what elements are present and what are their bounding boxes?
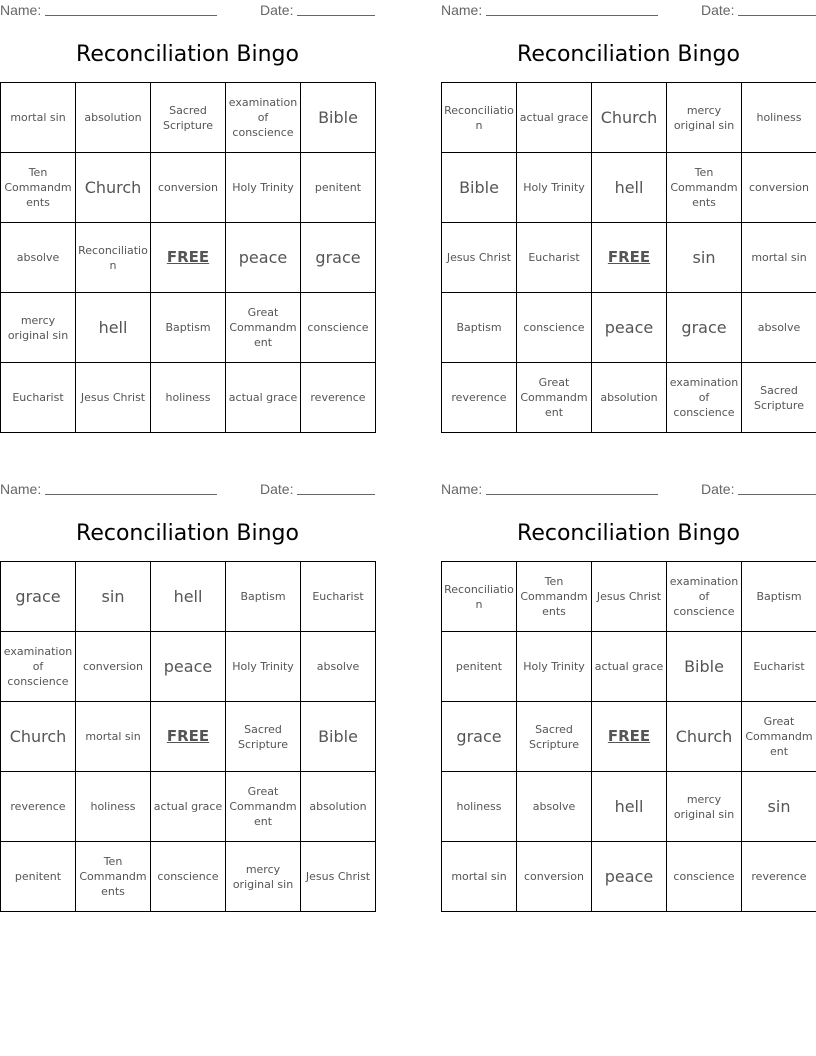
bingo-cell: absolve bbox=[517, 772, 592, 842]
bingo-cell: holiness bbox=[76, 772, 151, 842]
bingo-cell: Reconciliation bbox=[442, 562, 517, 632]
grid-row bbox=[442, 772, 816, 842]
grid-row bbox=[442, 223, 816, 293]
bingo-cell: conscience bbox=[301, 293, 376, 363]
bingo-cell: sin bbox=[742, 772, 816, 842]
bingo-cell: Sacred Scripture bbox=[226, 702, 301, 772]
bingo-card-2 bbox=[441, 0, 816, 435]
bingo-cell: Bible bbox=[301, 702, 376, 772]
name-line bbox=[486, 15, 658, 16]
bingo-cell: mortal sin bbox=[1, 83, 76, 153]
grid-row bbox=[1, 702, 376, 772]
grid-row bbox=[1, 223, 376, 293]
date-label: Date: bbox=[701, 481, 735, 497]
bingo-cell: peace bbox=[226, 223, 301, 293]
free-space: FREE bbox=[592, 702, 667, 772]
bingo-cell: reverence bbox=[742, 842, 816, 912]
grid-row bbox=[442, 363, 816, 433]
bingo-grid bbox=[441, 82, 816, 433]
name-line bbox=[45, 15, 217, 16]
name-date-header bbox=[0, 2, 375, 18]
grid-row bbox=[442, 153, 816, 223]
bingo-cell: Jesus Christ bbox=[442, 223, 517, 293]
bingo-cell: reverence bbox=[301, 363, 376, 433]
bingo-cell: Baptism bbox=[442, 293, 517, 363]
bingo-cell: hell bbox=[151, 562, 226, 632]
bingo-cell: Ten Commandments bbox=[76, 842, 151, 912]
name-line bbox=[486, 494, 658, 495]
grid-row bbox=[442, 83, 816, 153]
bingo-cell: penitent bbox=[442, 632, 517, 702]
bingo-cell: grace bbox=[301, 223, 376, 293]
date-line bbox=[297, 15, 375, 16]
bingo-cell: penitent bbox=[1, 842, 76, 912]
bingo-cell: peace bbox=[592, 293, 667, 363]
bingo-cell: Great Commandment bbox=[742, 702, 816, 772]
grid-row bbox=[442, 562, 816, 632]
bingo-cell: sin bbox=[76, 562, 151, 632]
free-space: FREE bbox=[151, 702, 226, 772]
bingo-cell: Holy Trinity bbox=[517, 632, 592, 702]
bingo-cell: sin bbox=[667, 223, 742, 293]
bingo-cell: conversion bbox=[742, 153, 816, 223]
bingo-cell: hell bbox=[592, 153, 667, 223]
bingo-cell: penitent bbox=[301, 153, 376, 223]
bingo-cell: conscience bbox=[151, 842, 226, 912]
bingo-cell: hell bbox=[76, 293, 151, 363]
bingo-cell: reverence bbox=[1, 772, 76, 842]
name-label: Name: bbox=[0, 481, 42, 497]
grid-row bbox=[1, 562, 376, 632]
bingo-cell: Bible bbox=[442, 153, 517, 223]
bingo-cell: Holy Trinity bbox=[226, 153, 301, 223]
bingo-grid bbox=[0, 82, 376, 433]
bingo-cell: Jesus Christ bbox=[592, 562, 667, 632]
name-label: Name: bbox=[441, 481, 483, 497]
bingo-cell: Ten Commandments bbox=[1, 153, 76, 223]
bingo-cell: Bible bbox=[301, 83, 376, 153]
name-label: Name: bbox=[441, 2, 483, 18]
bingo-cell: grace bbox=[667, 293, 742, 363]
card-title: Reconciliation Bingo bbox=[517, 42, 740, 67]
bingo-cell: Bible bbox=[667, 632, 742, 702]
date-line bbox=[738, 494, 816, 495]
grid-row bbox=[1, 772, 376, 842]
free-space: FREE bbox=[151, 223, 226, 293]
bingo-card-1 bbox=[0, 0, 375, 435]
bingo-cell: actual grace bbox=[226, 363, 301, 433]
bingo-cell: conversion bbox=[151, 153, 226, 223]
bingo-cell: Baptism bbox=[151, 293, 226, 363]
bingo-cell: Sacred Scripture bbox=[742, 363, 816, 433]
bingo-cell: conscience bbox=[517, 293, 592, 363]
bingo-cell: Sacred Scripture bbox=[151, 83, 226, 153]
bingo-cell: peace bbox=[151, 632, 226, 702]
bingo-cell: absolve bbox=[301, 632, 376, 702]
bingo-cell: mercy original sin bbox=[226, 842, 301, 912]
grid-row bbox=[442, 293, 816, 363]
bingo-cell: conversion bbox=[76, 632, 151, 702]
bingo-cell: absolution bbox=[301, 772, 376, 842]
card-title: Reconciliation Bingo bbox=[76, 42, 299, 67]
bingo-cell: hell bbox=[592, 772, 667, 842]
bingo-cell: conscience bbox=[667, 842, 742, 912]
grid-row bbox=[1, 83, 376, 153]
free-space: FREE bbox=[592, 223, 667, 293]
bingo-cell: mercy original sin bbox=[667, 772, 742, 842]
name-date-header bbox=[441, 2, 816, 18]
bingo-cell: examination of conscience bbox=[1, 632, 76, 702]
bingo-cell: mercy original sin bbox=[1, 293, 76, 363]
bingo-cell: absolve bbox=[1, 223, 76, 293]
bingo-card-3 bbox=[0, 479, 375, 914]
card-title: Reconciliation Bingo bbox=[76, 521, 299, 546]
bingo-cell: actual grace bbox=[592, 632, 667, 702]
date-label: Date: bbox=[260, 2, 294, 18]
bingo-cell: absolve bbox=[742, 293, 816, 363]
bingo-cell: mercy original sin bbox=[667, 83, 742, 153]
bingo-cell: holiness bbox=[151, 363, 226, 433]
grid-row bbox=[1, 293, 376, 363]
bingo-cell: Church bbox=[1, 702, 76, 772]
bingo-cell: Holy Trinity bbox=[517, 153, 592, 223]
bingo-cell: Eucharist bbox=[742, 632, 816, 702]
name-label: Name: bbox=[0, 2, 42, 18]
bingo-cell: Reconciliation bbox=[76, 223, 151, 293]
bingo-cell: mortal sin bbox=[742, 223, 816, 293]
bingo-cell: Church bbox=[76, 153, 151, 223]
bingo-cell: grace bbox=[442, 702, 517, 772]
bingo-cell: Reconciliation bbox=[442, 83, 517, 153]
date-label: Date: bbox=[260, 481, 294, 497]
bingo-card-4 bbox=[441, 479, 816, 914]
bingo-cell: Great Commandment bbox=[226, 293, 301, 363]
bingo-cell: Baptism bbox=[226, 562, 301, 632]
grid-row bbox=[1, 153, 376, 223]
grid-row bbox=[442, 842, 816, 912]
bingo-cell: Great Commandment bbox=[226, 772, 301, 842]
bingo-cell: examination of conscience bbox=[667, 562, 742, 632]
bingo-cell: Ten Commandments bbox=[517, 562, 592, 632]
grid-row bbox=[1, 842, 376, 912]
bingo-cell: Eucharist bbox=[301, 562, 376, 632]
date-label: Date: bbox=[701, 2, 735, 18]
bingo-cell: Church bbox=[592, 83, 667, 153]
grid-row bbox=[442, 702, 816, 772]
grid-row bbox=[442, 632, 816, 702]
bingo-cell: actual grace bbox=[517, 83, 592, 153]
grid-row bbox=[1, 632, 376, 702]
bingo-cell: Great Commandment bbox=[517, 363, 592, 433]
bingo-cell: Church bbox=[667, 702, 742, 772]
bingo-cell: Jesus Christ bbox=[76, 363, 151, 433]
bingo-cell: examination of conscience bbox=[226, 83, 301, 153]
bingo-cell: actual grace bbox=[151, 772, 226, 842]
grid-row bbox=[1, 363, 376, 433]
name-line bbox=[45, 494, 217, 495]
bingo-cell: Eucharist bbox=[517, 223, 592, 293]
bingo-cell: grace bbox=[1, 562, 76, 632]
bingo-cell: absolution bbox=[76, 83, 151, 153]
bingo-cell: conversion bbox=[517, 842, 592, 912]
bingo-grid bbox=[0, 561, 376, 912]
bingo-cell: peace bbox=[592, 842, 667, 912]
bingo-cell: mortal sin bbox=[76, 702, 151, 772]
bingo-cell: mortal sin bbox=[442, 842, 517, 912]
bingo-cell: examination of conscience bbox=[667, 363, 742, 433]
bingo-grid bbox=[441, 561, 816, 912]
bingo-cell: Ten Commandments bbox=[667, 153, 742, 223]
bingo-cell: holiness bbox=[442, 772, 517, 842]
card-title: Reconciliation Bingo bbox=[517, 521, 740, 546]
date-line bbox=[297, 494, 375, 495]
bingo-cell: Eucharist bbox=[1, 363, 76, 433]
bingo-cell: holiness bbox=[742, 83, 816, 153]
bingo-cell: Sacred Scripture bbox=[517, 702, 592, 772]
name-date-header bbox=[441, 481, 816, 497]
bingo-cell: reverence bbox=[442, 363, 517, 433]
date-line bbox=[738, 15, 816, 16]
bingo-cell: Holy Trinity bbox=[226, 632, 301, 702]
bingo-cell: Baptism bbox=[742, 562, 816, 632]
bingo-cell: Jesus Christ bbox=[301, 842, 376, 912]
bingo-cell: absolution bbox=[592, 363, 667, 433]
name-date-header bbox=[0, 481, 375, 497]
